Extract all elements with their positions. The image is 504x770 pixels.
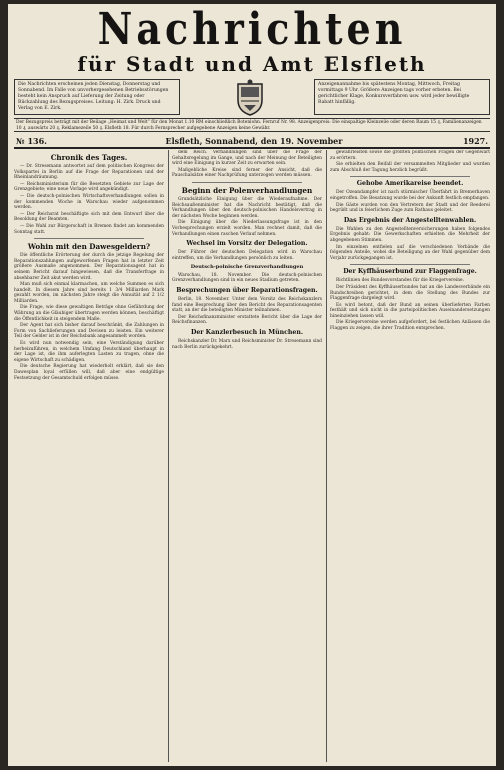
article-separator xyxy=(350,264,470,265)
article-paragraph: Der Präsident des Kyffhäuserbundes hat an die Landesverbände ein Rundschreiben gerichtet, in dem die Stellung des Bundes zur Flaggenfrage dargelegt wird. xyxy=(330,284,490,302)
dateline-bar xyxy=(14,135,490,149)
article-headline: Beginn der Polenverhandlungen xyxy=(181,185,313,195)
article-paragraph: Berlin, 18. November. Unter dem Vorsitz des Reichskanzlers fand eine Besprechung über den Bericht des Reparationsagenten statt, an der die beteiligten Minister teilnahmen. xyxy=(172,297,322,314)
article-paragraph: — Die deutsch-polnischen Wirtschaftsverhandlungen sollen in der kommenden Woche in Warschau wieder aufgenommen werden. xyxy=(14,193,164,211)
article-paragraph: Maßgebliche Kreise sind ferner der Ansicht, daß die Pauschalsätze einer Nachprüfung unterzogen werden müssen. xyxy=(172,167,322,179)
article-paragraph: Der Führer der deutschen Delegation wird in Warschau eintreffen, um die Verhandlungen persönlich zu leiten. xyxy=(172,250,322,261)
article-paragraph: Die öffentliche Erörterung der durch die jetzige Regelung der Reparationszahlungen aufgeworfenen Fragen hat in letzter Zeit größere Ausmaße angenommen. Der Reparationsagent hat in seinem Bericht darauf hingewiesen, daß die Transferfrage in absehbarer Zeit akut werden wird. xyxy=(14,253,164,281)
article-paragraph: Der Ozeandampfer ist nach stürmischer Überfahrt in Bremerhaven eingetroffen. Die Besatzung wurde bei der Ankunft festlich empfangen. xyxy=(330,190,490,201)
article-paragraph: — Reichsministerium für die Besetzten Gebiete zur Lage der Grenzgebiete; eine neue Vorlage wird angekündigt. xyxy=(14,181,164,193)
article-paragraph: Grundsätzliche Einigung über die Wiederaufnahme. Der Reichsaußenminister hat die Nachricht bestätigt, daß die Verhandlungen über den deutsch-polnischen Handelsvertrag in der nächsten Woche beginnen werden. xyxy=(172,196,322,219)
column-divider xyxy=(326,150,327,762)
article-paragraph: dem Reich. Verhandlungen sind über die Frage der Gehaltsregelung im Gange, und nach der Meinung der Beteiligten wird eine Einigung in kurzer Zeit zu erwarten sein. xyxy=(172,150,322,167)
article-paragraph: Im einzelnen entfielen auf die verschiedenen Verbände die folgenden Anteile, wobei die Beteiligung an der Wahl gegenüber dem Vorjahr zurückgegangen ist. xyxy=(330,244,490,261)
article-paragraph: Die deutsche Regierung hat wiederholt erklärt, daß sie den Dawesplan loyal erfüllen will, daß aber eine endgültige Festsetzung der Gesamtschuld erfolgen müsse. xyxy=(14,364,164,381)
masthead-title: Nachrichten xyxy=(97,4,407,55)
coat-of-arms-icon xyxy=(230,78,270,118)
subscription-price-line: Der Bezugspreis beträgt mit der Beilage „Heimat und Welt“ für den Monat 1.10 RM einschließlich Botenlohn. Fernruf Nr. 98. Anzeigenpreis: Die einspaltige Kleinzeile oder deren Raum 15 ₰, Familienanzeigen 10 ₰, auswärts 20 ₰, Reklamezeile 50 ₰. Elsfleth 18. Für durch Fernsprecher aufgegebene Anzeigen keine Gewähr. xyxy=(14,118,490,132)
article-headline: Der Kanzlerbesuch in München. xyxy=(190,328,304,336)
column-divider xyxy=(168,150,169,762)
article-paragraph: Die Gäste wurden von den Vertretern der Stadt und der Reederei begrüßt und in feierlichem Zuge zum Rathaus geleitet. xyxy=(330,202,490,214)
article-paragraph: — Dr. Stresemann antwortet auf dem politischen Kongress der Volkspartei in Berlin auf die Frage der Reparationen und der Rheinlandräumung. xyxy=(14,164,164,181)
article-separator xyxy=(192,182,302,183)
advertising-info-box: Anzeigenannahme bis spätestens Montag, Mittwoch, Freitag vormittags 9 Uhr. Größere Anzeigen tags vorher erbeten. Bei gerichtlicher Klage, Konkursverfahren usw. wird jeder bewilligte Rabatt hinfällig. xyxy=(314,79,490,115)
article-paragraph: gewährleisten sowie die größten politischen Fragen der Gegenwart zu erörtern. xyxy=(330,150,490,161)
article-paragraph: Es wird betont, daß der Bund an seinen überlieferten Farben festhält und sich nicht in die parteipolitischen Auseinandersetzungen hineinziehen lassen will. xyxy=(330,302,490,319)
article-paragraph: — Der Reichsrat beschäftigte sich mit dem Entwurf über die Besoldung der Beamten. xyxy=(14,211,164,223)
masthead-subtitle: für Stadt und Amt Elsfleth xyxy=(77,52,427,76)
article-headline: Besprechungen über Reparationsfragen. xyxy=(176,287,318,294)
article-paragraph: Die Einigung über die Niederlassungsfrage ist in den Vorbesprechungen erzielt worden. Man rechnet damit, daß die Verhandlungen einen raschen Verlauf nehmen. xyxy=(172,220,322,237)
column-3 xyxy=(330,150,490,762)
article-paragraph: Es wird nun notwendig sein, eine Verständigung darüber herbeizuführen, in welchem Umfang Deutschland überhaupt in der Lage ist, die ihm auferlegten Lasten zu tragen, ohne die eigene Wirtschaft zu schädigen. xyxy=(14,341,164,363)
article-paragraph: Die Wahlen zu den Angestelltenversicherungen haben folgendes Ergebnis gehabt: Die Gewerkschaften erhielten die Mehrheit der abgegebenen Stimmen. xyxy=(330,226,490,243)
article-paragraph: Die Kriegervereine werden aufgefordert, bei festlichen Anlässen die Flaggen zu zeigen, die ihrer Tradition entsprechen. xyxy=(330,320,490,332)
newspaper-page xyxy=(8,4,496,766)
article-separator xyxy=(34,238,144,239)
article-headline: Wohin mit den Dawesgeldern? xyxy=(27,242,151,252)
article-paragraph: — Die Wahl zur Bürgerschaft in Bremen findet am kommenden Sonntag statt. xyxy=(14,223,164,235)
article-headline: Deutsch-polnische Grenzverhandlungen xyxy=(190,264,304,271)
issue-date: Elsfleth, Sonnabend, den 19. November xyxy=(165,136,343,146)
article-paragraph: Warschau, 18. November. Die deutsch-polnischen Grenzverhandlungen sind in ein neues Stadium getreten. xyxy=(172,272,322,284)
article-paragraph: Sie erhielten den Beifall der versammelten Mitglieder und wurden zum Abschluß der Tagung herzlich begrüßt. xyxy=(330,162,490,173)
issue-number: № 136. xyxy=(16,136,47,146)
article-separator xyxy=(350,176,470,177)
article-headline: Der Kyffhäuserbund zur Flaggenfrage. xyxy=(343,268,477,276)
column-2 xyxy=(172,150,322,762)
issue-year: 1927. xyxy=(462,136,488,146)
article-paragraph: Der Agent hat sich bisher darauf beschränkt, die Zahlungen in Form von Sachlieferungen und Devisen zu leisten. Ein weiterer Teil der Gelder ist in der Reichsbank angesammelt worden. xyxy=(14,323,164,340)
article-paragraph: Richtlinien des Bundesvorstandes für die Kriegervereine. xyxy=(336,278,465,284)
article-paragraph: Reichskanzler Dr. Marx und Reichsminister Dr. Stresemann sind nach Berlin zurückgekehrt. xyxy=(172,338,322,350)
article-paragraph: Man muß sich einmal klarmachen, um welche Summen es sich handelt. In diesem Jahre sind bereits 1 3/4 Milliarden Mark gezahlt worden, im nächsten Jahre steigt die Annuität auf 2 1/2 Milliarden. xyxy=(14,282,164,304)
publication-info-box: Die Nachrichten erscheinen jeden Dienstag, Donnerstag und Sonnabend. Im Falle von unvorhergesehenen Betriebsstörungen besteht kein Anspruch auf Lieferung der Zeitung oder Rückzahlung des Bezugspreises. Leitung: H. Zirk. Druck und Verlag von E. Zirk. xyxy=(14,79,180,115)
column-1 xyxy=(14,150,164,762)
article-headline: Wechsel im Vorsitz der Delegation. xyxy=(186,240,308,248)
article-headline: Gehobe Amerikareise beendet. xyxy=(356,180,464,188)
article-headline: Das Ergebnis der Angestelltenwahlen. xyxy=(343,216,477,224)
article-paragraph: Die Frage, wie diese gewaltigen Beträge ohne Gefährdung der Währung an die Gläubiger übertragen werden können, beschäftigt die Öffentlichkeit in steigendem Maße. xyxy=(14,305,164,322)
article-headline: Chronik des Tages. xyxy=(50,153,128,162)
article-paragraph: Der Reichsfinanzminister erstattete Bericht über die Lage der Reichsfinanzen. xyxy=(172,314,322,326)
